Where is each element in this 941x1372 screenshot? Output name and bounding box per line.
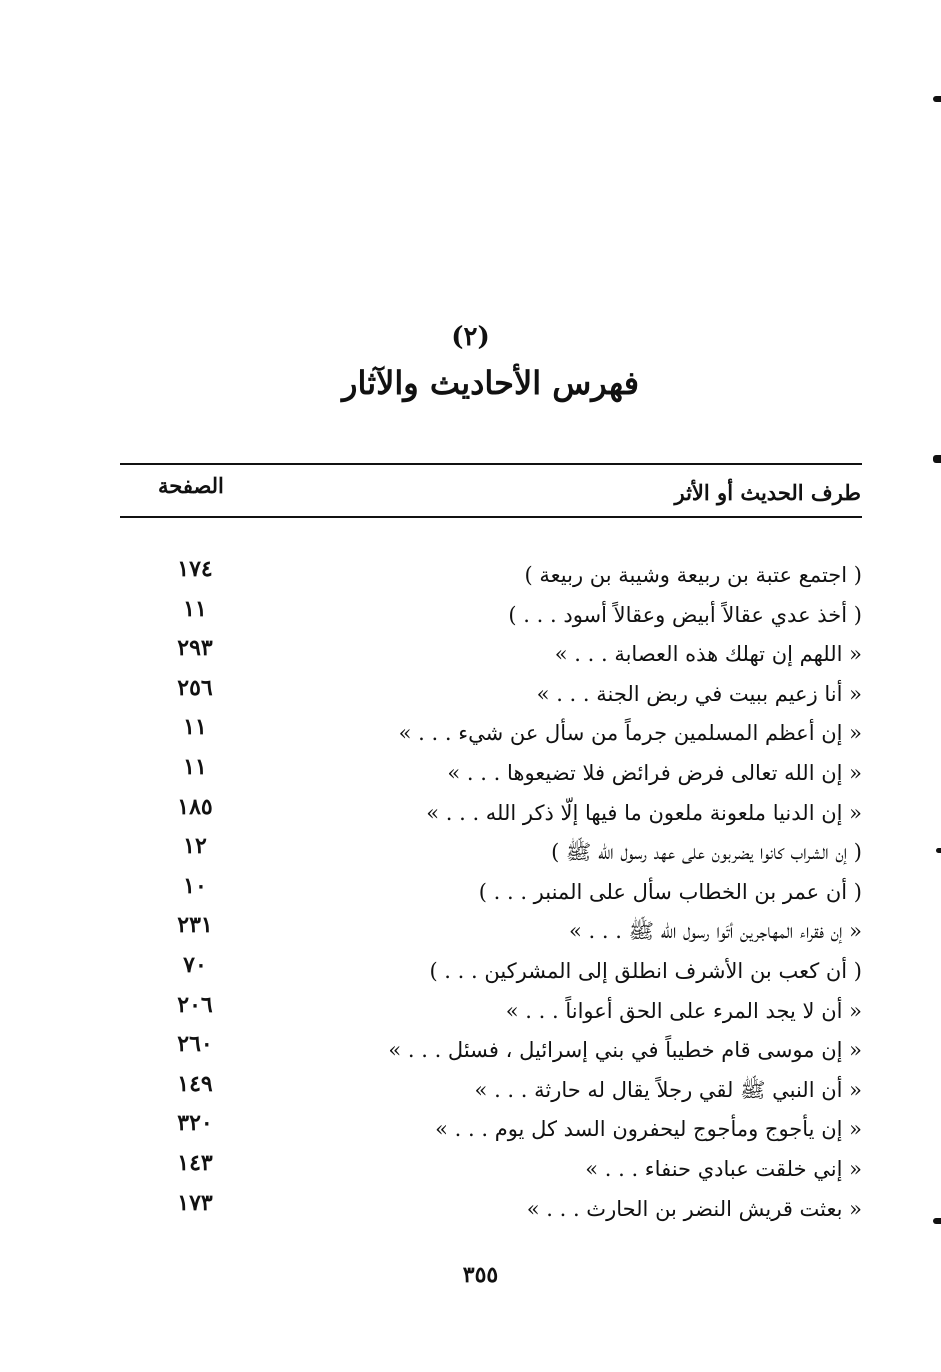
index-row — [120, 872, 862, 917]
scan-edge-mark — [933, 1218, 941, 1224]
page-number: ٢٠٦ — [177, 991, 213, 1018]
hadith-text: « إن موسى قام خطيباً في بني إسرائيل ، فسئل . . . » — [388, 1038, 862, 1063]
index-row — [120, 991, 862, 1036]
section-title: فهرس الأحاديث والآثار — [342, 364, 639, 402]
index-row — [120, 556, 862, 600]
page-number: ٢٦٠ — [177, 1031, 213, 1058]
table-header-rule — [120, 516, 862, 518]
page-number: ١٧٣ — [177, 1189, 213, 1216]
page-folio-number: ٣٥٥ — [462, 1262, 499, 1288]
index-row — [120, 912, 862, 956]
page-number: ١٠ — [183, 872, 207, 899]
hadith-text: « إن الدنيا ملعونة ملعون ما فيها إلّا ذكر الله . . . » — [426, 800, 862, 825]
index-row — [120, 635, 862, 679]
hadith-text: « إن الله تعالى فرض فرائض فلا تضيعوها . . . » — [447, 760, 862, 785]
table-top-rule — [120, 463, 862, 465]
scan-edge-mark — [933, 455, 941, 463]
scan-edge-mark — [936, 848, 941, 853]
index-row — [120, 951, 862, 996]
page-number: ٢٥٦ — [177, 674, 213, 701]
page-number: ٢٣١ — [177, 912, 213, 939]
column-header-page: الصفحة — [158, 473, 224, 498]
index-row — [120, 833, 862, 877]
hadith-text: « أن النبي ﷺ لقي رجلاً يقال له حارثة . . . » — [474, 1077, 862, 1102]
page-number: ١١ — [183, 595, 207, 622]
hadith-text: « إني خلقت عبادي حنفاء . . . » — [585, 1156, 862, 1181]
index-row — [120, 1070, 862, 1115]
page-number: ١٤٩ — [177, 1070, 213, 1097]
page-number: ١١ — [183, 753, 207, 780]
index-row — [120, 595, 862, 640]
page-number: ٣٢٠ — [177, 1110, 213, 1137]
hadith-text: ( إن الشراب كانوا يضربون على عهد رسول الله ﷺ ) — [551, 840, 862, 865]
hadith-text: « إن فقراء المهاجرين أتَوا رسول الله ﷺ . . . » — [569, 919, 862, 944]
hadith-text: « إن يأجوج ومأجوج ليحفرون السد كل يوم . . . » — [435, 1117, 862, 1142]
hadith-text: « إن أعظم المسلمين جرماً من سأل عن شيء . . . » — [398, 721, 862, 746]
page-number: ٧٠ — [183, 951, 207, 978]
hadith-text: « أن لا يجد المرء على الحق أعواناً . . . » — [505, 998, 862, 1023]
hadith-text: ( أخذ عدي عقالاً أبيض وعقالاً أسود . . . ) — [508, 602, 862, 627]
index-row — [120, 793, 862, 838]
index-row — [120, 674, 862, 719]
scan-edge-mark — [933, 96, 941, 102]
hadith-text: « بعثت قريش النضر بن الحارث . . . » — [526, 1196, 862, 1221]
index-row — [120, 1149, 862, 1194]
page-number: ٢٩٣ — [177, 635, 213, 662]
hadith-text: ( أن كعب بن الأشرف انطلق إلى المشركين . . . ) — [429, 958, 862, 983]
page-number: ١١ — [183, 714, 207, 741]
index-row — [120, 1031, 862, 1075]
index-row — [120, 1189, 862, 1234]
section-number: (٢) — [451, 322, 490, 352]
page-number: ١٢ — [183, 833, 207, 860]
page-number: ١٧٤ — [177, 556, 213, 582]
index-row — [120, 1110, 862, 1154]
index-row — [120, 753, 862, 798]
page-number: ١٨٥ — [177, 793, 213, 820]
index-table — [120, 556, 862, 1233]
hadith-text: « اللهم إن تهلك هذه العصابة . . . » — [554, 642, 862, 667]
hadith-text: ( أن عمر بن الخطاب سأل على المنبر . . . ) — [478, 879, 862, 904]
hadith-text: « أنا زعيم ببيت في ربض الجنة . . . » — [536, 681, 862, 706]
index-row — [120, 714, 862, 758]
hadith-text: ( اجتمع عتبة بن ربيعة وشيبة بن ربيعة ) — [524, 563, 862, 587]
page-number: ١٤٣ — [177, 1149, 213, 1176]
column-header-hadith: طرف الحديث أو الأثر — [674, 480, 861, 505]
